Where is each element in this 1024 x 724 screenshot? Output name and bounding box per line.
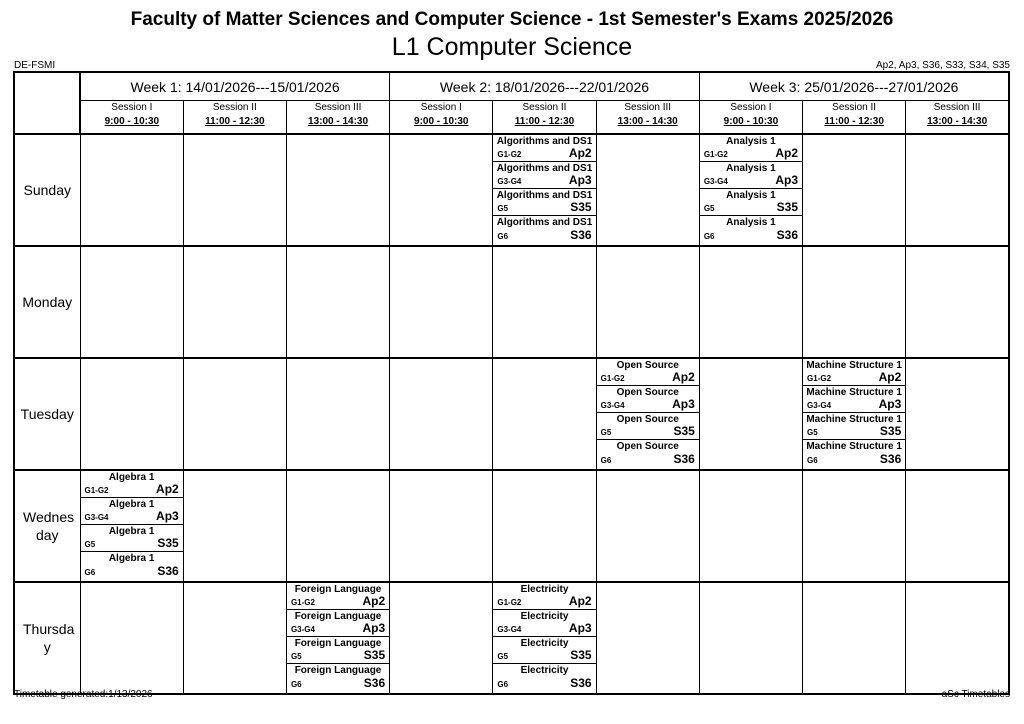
exam-subject: Algorithms and DS1 [496, 136, 593, 147]
timetable-cell [183, 470, 286, 582]
generated-note: Timetable generated:1/13/2026 [14, 689, 153, 700]
page-title: Faculty of Matter Sciences and Computer Science - 1st Semester's Exams 2025/2026 [130, 9, 894, 30]
exam-room: S36 [363, 676, 386, 690]
exam-card [493, 637, 595, 664]
day-row-wednesday [14, 470, 1009, 582]
exam-subject: Algorithms and DS1 [496, 163, 593, 174]
timetable-cell [80, 246, 183, 358]
day-label: Thursda y [14, 582, 80, 694]
session-time: 9:00 - 10:30 [723, 116, 779, 127]
timetable-cell [803, 358, 906, 470]
timetable-cell [183, 246, 286, 358]
session-header [596, 101, 699, 135]
session-name: Session II [832, 102, 877, 113]
exam-group: G5 [290, 652, 302, 661]
exam-group: G1-G2 [807, 374, 832, 383]
timetable-cell [596, 470, 699, 582]
exam-room: S35 [776, 200, 799, 214]
exam-group: G6 [703, 232, 715, 241]
session-name: Session I [420, 102, 462, 113]
exam-card [597, 386, 699, 413]
exam-room: Ap3 [568, 173, 592, 187]
exam-timetable [13, 71, 1010, 695]
exam-room: S36 [570, 676, 592, 690]
exam-card [597, 359, 699, 386]
exam-group: G1-G2 [600, 374, 625, 383]
exam-group: G3-G4 [84, 513, 109, 522]
timetable-cell [493, 582, 596, 694]
timetable-cell [390, 358, 493, 470]
timetable-cell [286, 134, 389, 246]
exam-room: S35 [157, 536, 179, 550]
exam-room: Ap3 [156, 509, 179, 523]
exam-card [700, 135, 802, 162]
timetable-cell [596, 582, 699, 694]
timetable-cell [80, 470, 183, 582]
exam-room: Ap2 [775, 146, 799, 160]
exam-subject: Open Source [616, 360, 679, 371]
day-label: Monday [14, 246, 80, 358]
exam-group: G3-G4 [807, 401, 832, 410]
exam-subject: Machine Structure 1 [806, 387, 902, 398]
exam-subject: Analysis 1 [726, 136, 776, 147]
session-header [80, 101, 183, 135]
exam-group: G6 [497, 680, 509, 689]
exam-card [803, 359, 905, 386]
session-name: Session III [933, 102, 981, 113]
exam-card [287, 664, 389, 691]
exam-card [81, 525, 183, 552]
exam-room: Ap2 [568, 146, 592, 160]
exam-room: S35 [570, 648, 592, 662]
timetable-cell [286, 582, 389, 694]
timetable-cell [286, 470, 389, 582]
exam-card [493, 135, 595, 162]
exam-subject: Analysis 1 [726, 217, 776, 228]
session-name: Session I [730, 102, 772, 113]
session-header [390, 101, 493, 135]
exam-group: G5 [703, 204, 715, 213]
exam-group: G6 [807, 456, 818, 465]
exam-group: G6 [497, 232, 509, 241]
exam-subject: Open Source [616, 387, 679, 398]
exam-subject: Machine Structure 1 [806, 360, 902, 371]
exam-group: G1-G2 [497, 150, 522, 159]
session-time: 11:00 - 12:30 [514, 116, 575, 127]
timetable-cell [183, 582, 286, 694]
exam-subject: Algebra 1 [108, 553, 155, 564]
timetable-cell [596, 134, 699, 246]
exam-group: G5 [84, 540, 96, 549]
session-name: Session II [212, 102, 257, 113]
exam-room: Ap2 [568, 594, 592, 608]
exam-card [597, 413, 699, 440]
exam-card [700, 189, 802, 216]
session-name: Session III [624, 102, 672, 113]
exam-room: S36 [879, 452, 902, 466]
exam-subject: Electricity [520, 638, 569, 649]
session-name: Session II [522, 102, 567, 113]
session-time: 9:00 - 10:30 [104, 116, 160, 127]
exam-card [493, 610, 595, 637]
week-2-header: Week 2: 18/01/2026---22/01/2026 [390, 72, 700, 101]
timetable-cell [803, 582, 906, 694]
session-header [803, 101, 906, 135]
exam-card [287, 637, 389, 664]
timetable-cell [183, 358, 286, 470]
exam-card [287, 610, 389, 637]
timetable-cell [699, 358, 802, 470]
timetable-cell [286, 358, 389, 470]
session-header [183, 101, 286, 135]
timetable-cell [803, 246, 906, 358]
exam-room: Ap3 [568, 621, 592, 635]
exam-group: G3-G4 [290, 625, 315, 634]
exam-card [803, 413, 905, 440]
day-row-sunday [14, 134, 1009, 246]
timetable-cell [183, 134, 286, 246]
exam-subject: Open Source [616, 414, 679, 425]
exam-group: G3-G4 [703, 177, 728, 186]
exam-card [493, 162, 595, 189]
week-header-row [14, 72, 1009, 101]
exam-room: Ap2 [672, 370, 695, 384]
exam-subject: Algorithms and DS1 [496, 217, 593, 228]
session-header [906, 101, 1009, 135]
exam-card [597, 440, 699, 467]
exam-room: S35 [673, 424, 695, 438]
day-row-thursday [14, 582, 1009, 694]
exam-subject: Electricity [520, 584, 569, 595]
exam-card [700, 162, 802, 189]
exam-group: G6 [290, 680, 302, 689]
exam-subject: Electricity [520, 665, 569, 676]
exam-subject: Algebra 1 [108, 472, 155, 483]
exam-group: G1-G2 [703, 150, 728, 159]
exam-subject: Foreign Language [294, 638, 382, 649]
timetable-cell [596, 246, 699, 358]
timetable-cell [906, 134, 1009, 246]
exam-subject: Analysis 1 [726, 190, 776, 201]
exam-subject: Electricity [520, 611, 569, 622]
timetable-cell [906, 358, 1009, 470]
session-header [286, 101, 389, 135]
exam-room: S36 [673, 452, 695, 466]
exam-card [803, 440, 905, 467]
timetable-cell [390, 582, 493, 694]
timetable-cell [803, 134, 906, 246]
exam-group: G5 [497, 652, 509, 661]
exam-subject: Analysis 1 [726, 163, 776, 174]
timetable-cell [80, 582, 183, 694]
exam-group: G3-G4 [600, 401, 625, 410]
rooms-list: Ap2, Ap3, S36, S33, S34, S35 [876, 60, 1010, 71]
day-row-tuesday [14, 358, 1009, 470]
exam-card [81, 498, 183, 525]
session-header [493, 101, 596, 135]
timetable-cell [80, 358, 183, 470]
exam-room: S35 [570, 200, 592, 214]
session-header [699, 101, 802, 135]
department-code: DE-FSMI [14, 60, 56, 71]
day-row-monday [14, 246, 1009, 358]
timetable-cell [80, 134, 183, 246]
exam-card [493, 189, 595, 216]
session-time: 13:00 - 14:30 [308, 116, 369, 127]
week-1-header: Week 1: 14/01/2026---15/01/2026 [80, 72, 390, 101]
timetable-cell [286, 246, 389, 358]
exam-subject: Machine Structure 1 [806, 414, 902, 425]
exam-room: Ap3 [362, 621, 386, 635]
exam-card [700, 216, 802, 243]
exam-room: Ap3 [878, 397, 902, 411]
session-time: 13:00 - 14:30 [927, 116, 988, 127]
session-header-row [14, 101, 1009, 135]
exam-card [81, 552, 183, 579]
exam-subject: Foreign Language [294, 665, 382, 676]
exam-room: Ap2 [362, 594, 386, 608]
session-time: 11:00 - 12:30 [205, 116, 265, 127]
timetable-cell [699, 470, 802, 582]
session-name: Session I [111, 102, 153, 113]
class-subtitle: L1 Computer Science [391, 33, 633, 61]
timetable-cell [390, 470, 493, 582]
timetable-cell [906, 582, 1009, 694]
exam-card [81, 471, 183, 498]
exam-card [493, 664, 595, 691]
exam-group: G1-G2 [290, 598, 315, 607]
exam-room: S36 [776, 228, 799, 242]
session-time: 9:00 - 10:30 [414, 116, 469, 127]
exam-card [287, 583, 389, 610]
exam-room: S36 [157, 564, 179, 578]
exam-card [493, 216, 595, 243]
week-3-header: Week 3: 25/01/2026---27/01/2026 [699, 72, 1009, 101]
timetable-cell [906, 246, 1009, 358]
exam-subject: Algorithms and DS1 [496, 190, 593, 201]
corner-cell [14, 72, 80, 134]
timetable-cell [390, 134, 493, 246]
day-label: Tuesday [14, 358, 80, 470]
session-name: Session III [314, 102, 362, 113]
exam-card [803, 386, 905, 413]
exam-subject: Foreign Language [294, 611, 382, 622]
software-credit: aSc Timetables [941, 689, 1010, 700]
exam-room: Ap3 [672, 397, 695, 411]
exam-room: S36 [570, 228, 592, 242]
timetable-cell [493, 470, 596, 582]
day-label: Sunday [14, 134, 80, 246]
day-label: Wednes day [14, 470, 80, 582]
timetable-cell [596, 358, 699, 470]
exam-group: G6 [84, 568, 96, 577]
exam-group: G5 [600, 428, 612, 437]
timetable-cell [906, 470, 1009, 582]
exam-room: S35 [363, 648, 386, 662]
timetable-cell [390, 246, 493, 358]
timetable-cell [699, 246, 802, 358]
exam-subject: Foreign Language [294, 584, 382, 595]
timetable-cell [493, 134, 596, 246]
timetable-cell [803, 470, 906, 582]
exam-group: G5 [497, 204, 509, 213]
exam-room: Ap3 [775, 173, 799, 187]
exam-subject: Machine Structure 1 [806, 441, 902, 452]
session-time: 11:00 - 12:30 [824, 116, 884, 127]
exam-group: G1-G2 [84, 486, 109, 495]
exam-group: G3-G4 [497, 177, 522, 186]
timetable-cell [699, 134, 802, 246]
exam-room: Ap2 [156, 482, 179, 496]
exam-group: G6 [600, 456, 612, 465]
exam-group: G5 [807, 428, 818, 437]
exam-subject: Algebra 1 [108, 499, 155, 510]
session-time: 13:00 - 14:30 [617, 116, 678, 127]
exam-subject: Open Source [616, 441, 679, 452]
timetable-cell [493, 246, 596, 358]
exam-room: S35 [879, 424, 902, 438]
exam-card [493, 583, 595, 610]
timetable-cell [699, 582, 802, 694]
timetable-cell [493, 358, 596, 470]
exam-group: G3-G4 [497, 625, 522, 634]
exam-group: G1-G2 [497, 598, 522, 607]
exam-room: Ap2 [878, 370, 902, 384]
exam-subject: Algebra 1 [108, 526, 155, 537]
